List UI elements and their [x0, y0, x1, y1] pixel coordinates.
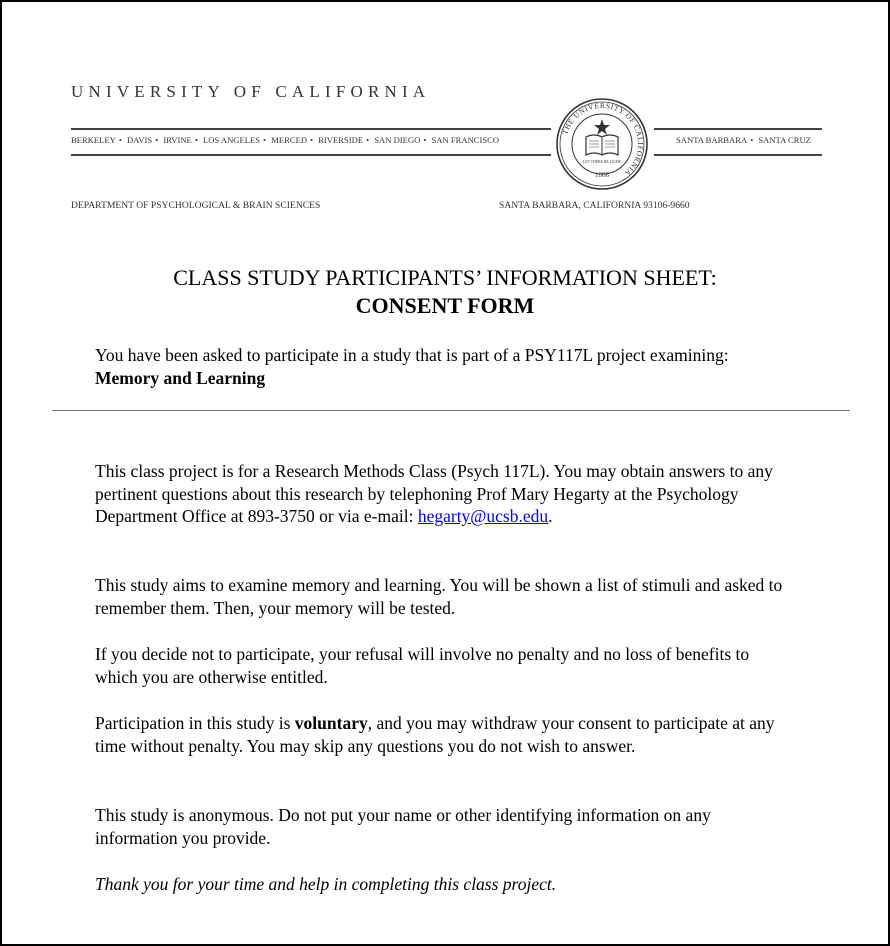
seal-motto: LET THERE BE LIGHT	[582, 160, 622, 164]
paragraph-contact-end: .	[548, 506, 553, 526]
paragraph-contact-text: This class project is for a Research Methods Class (Psych 117L). You may obtain answers to any pertinent questions about this research by telephoning Prof Mary Hegarty at the Psychology Department Office at 893-3750 or via e-mail:	[95, 461, 773, 526]
letterhead-rule-bottom-left	[71, 154, 551, 156]
paragraph-refusal: If you decide not to participate, your refusal will involve no penalty and no loss of benefits to which you are otherwise entitled.	[95, 644, 750, 687]
paragraph-voluntary-start: Participation in this study is	[95, 713, 295, 733]
campus-item: LOS ANGELES	[202, 135, 261, 145]
intro-topic: Memory and Learning	[95, 367, 266, 388]
university-name: UNIVERSITY OF CALIFORNIA	[71, 82, 431, 101]
paragraph-study-aim: This study aims to examine memory and learning. You will be shown a list of stimuli and asked to remember them. Then, your memory will be tested.	[95, 575, 783, 618]
letterhead-rule-top-left	[71, 128, 551, 130]
department-name: DEPARTMENT OF PSYCHOLOGICAL & BRAIN SCIENCES	[71, 200, 321, 211]
paragraph-voluntary	[95, 712, 795, 757]
campus-item: RIVERSIDE	[318, 135, 364, 145]
paragraph-anonymous: This study is anonymous. Do not put your name or other identifying information on any information you provide.	[95, 805, 711, 848]
seal-ring-text: THE UNIVERSITY OF CALIFORNIA	[560, 100, 646, 178]
paragraph-voluntary-end: , and you may withdraw your consent to participate at any time without penalty. You may skip any questions you do not wish to answer.	[95, 713, 775, 756]
campus-item: IRVINE	[163, 135, 192, 145]
campus-item: SANTA BARBARA	[676, 135, 748, 145]
campus-list-left: BERKELEY • DAVIS • IRVINE • LOS ANGELES • MERCED • RIVERSIDE • SAN DIEGO • SAN FRANCISCO	[71, 135, 500, 145]
campus-item: MERCED	[271, 135, 308, 145]
university-seal-icon	[555, 97, 649, 191]
seal-year: 1868	[595, 171, 609, 179]
letterhead-rule-bottom-right	[654, 154, 822, 156]
section-divider	[52, 410, 850, 411]
campus-item: SANTA CRUZ	[758, 135, 811, 145]
campus-item: SAN DIEGO	[374, 135, 421, 145]
department-address: SANTA BARBARA, CALIFORNIA 93106-9660	[499, 200, 690, 211]
closing-thanks: Thank you for your time and help in completing this class project.	[95, 874, 557, 894]
campus-item: DAVIS	[127, 135, 153, 145]
intro-text: You have been asked to participate in a study that is part of a PSY117L project examining:	[95, 345, 729, 365]
campus-item: BERKELEY	[71, 135, 116, 145]
page-subtitle: CONSENT FORM	[355, 293, 535, 318]
campus-list-right: SANTA BARBARA • SANTA CRUZ	[676, 135, 811, 145]
letterhead-rule-top-right	[654, 128, 822, 130]
campus-item: SAN FRANCISCO	[431, 135, 500, 145]
paragraph-contact	[95, 460, 795, 528]
paragraph-voluntary-bold: voluntary	[294, 713, 368, 733]
page-title: CLASS STUDY PARTICIPANTS’ INFORMATION SHEET:	[173, 265, 717, 290]
contact-email-link[interactable]: hegarty@ucsb.edu	[417, 506, 549, 526]
intro-paragraph	[95, 344, 795, 389]
